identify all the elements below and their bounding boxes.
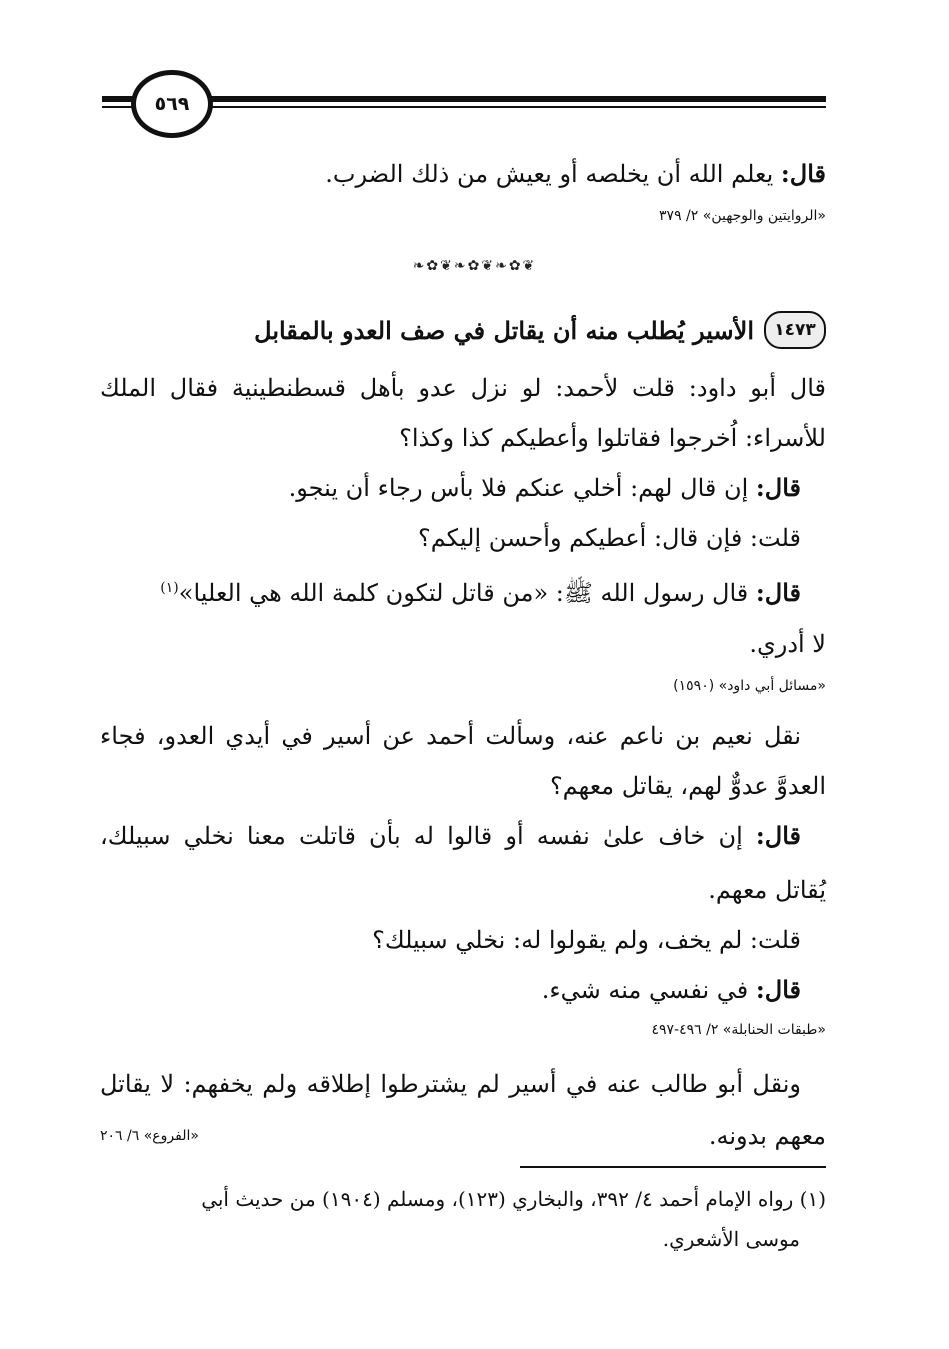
top-line-1-text: يعلم الله أن يخلصه أو يعيش من ذلك الضرب. [325, 160, 781, 188]
p3-line-2: معهم بدونه. [708, 1122, 826, 1150]
p2-line-6-text: في نفسي منه شيء. [541, 976, 756, 1004]
p1-line-5-text: قال رسول الله ﷺ: «من قاتل لتكون كلمة الله هي العليا» [178, 579, 756, 607]
p2-line-3-label: قال: [755, 821, 801, 850]
p1-reference: «مسائل أبي داود» (١٥٩٠) [673, 678, 826, 694]
p1-line-5-label: قال: [755, 578, 801, 607]
section-number: ١٤٧٣ [774, 320, 816, 340]
footnote-rule [520, 1166, 826, 1168]
p3-reference: «الفروع» ٦/ ٢٠٦ [100, 1128, 199, 1144]
p2-line-3-text: إن خاف علىٰ نفسه أو قالوا له بأن قاتلت معنا نخلي سبيلك، [100, 822, 756, 850]
p2-line-4: يُقاتل معهم. [708, 876, 826, 904]
p1-line-2: للأسراء: اُخرجوا فقاتلوا وأعطيكم كذا وكذا؟ [399, 424, 826, 452]
p1-line-5 [100, 568, 801, 613]
top-line-1-label: قال: [780, 159, 826, 188]
p2-line-5: قلت: لم يخف، ولم يقولوا له: نخلي سبيلك؟ [372, 926, 801, 954]
p2-line-6 [100, 970, 801, 1010]
p1-line-3 [100, 468, 801, 508]
footnote-marker: (١) [160, 580, 179, 596]
section-heading [100, 308, 826, 352]
p2-line-2: العدوَّ عدوٌّ لهم، يقاتل معهم؟ [549, 772, 826, 800]
p1-line-6: لا أدري. [749, 630, 826, 658]
footnote-line-2: موسى الأشعري. [662, 1227, 800, 1251]
section-divider-ornament: ❧✿❦❧✿❦❧✿❦ [412, 258, 537, 274]
p1-line-4: قلت: فإن قال: أعطيكم وأحسن إليكم؟ [417, 524, 801, 552]
page-number-badge [131, 70, 213, 138]
p2-line-1: نقل نعيم بن ناعم عنه، وسألت أحمد عن أسير في أيدي العدو، فجاء [100, 722, 801, 750]
top-reference: «الروايتين والوجهين» ٢/ ٣٧٩ [659, 208, 826, 224]
top-line-1 [100, 154, 826, 194]
p2-line-3 [100, 816, 801, 856]
page-number: ٥٦٩ [154, 93, 190, 115]
p2-line-6-label: قال: [755, 975, 801, 1004]
p1-line-3-text: إن قال لهم: أخلي عنكم فلا بأس رجاء أن ينجو. [288, 474, 756, 502]
section-number-badge [764, 311, 826, 349]
p3-line-1: ونقل أبو طالب عنه في أسير لم يشترطوا إطلاقه ولم يخفهم: لا يقاتل [100, 1070, 801, 1098]
p2-reference: «طبقات الحنابلة» ٢/ ٤٩٦-٤٩٧ [651, 1022, 826, 1038]
p1-line-3-label: قال: [755, 473, 801, 502]
footnote-line-1: (١) رواه الإمام أحمد ٤/ ٣٩٢، والبخاري (١٢٣)، ومسلم (١٩٠٤) من حديث أبي [201, 1187, 826, 1211]
p1-line-1: قال أبو داود: قلت لأحمد: لو نزل عدو بأهل قسطنطينية فقال الملك [100, 374, 826, 402]
section-title: الأسير يُطلب منه أن يقاتل في صف العدو بالمقابل [254, 315, 754, 345]
